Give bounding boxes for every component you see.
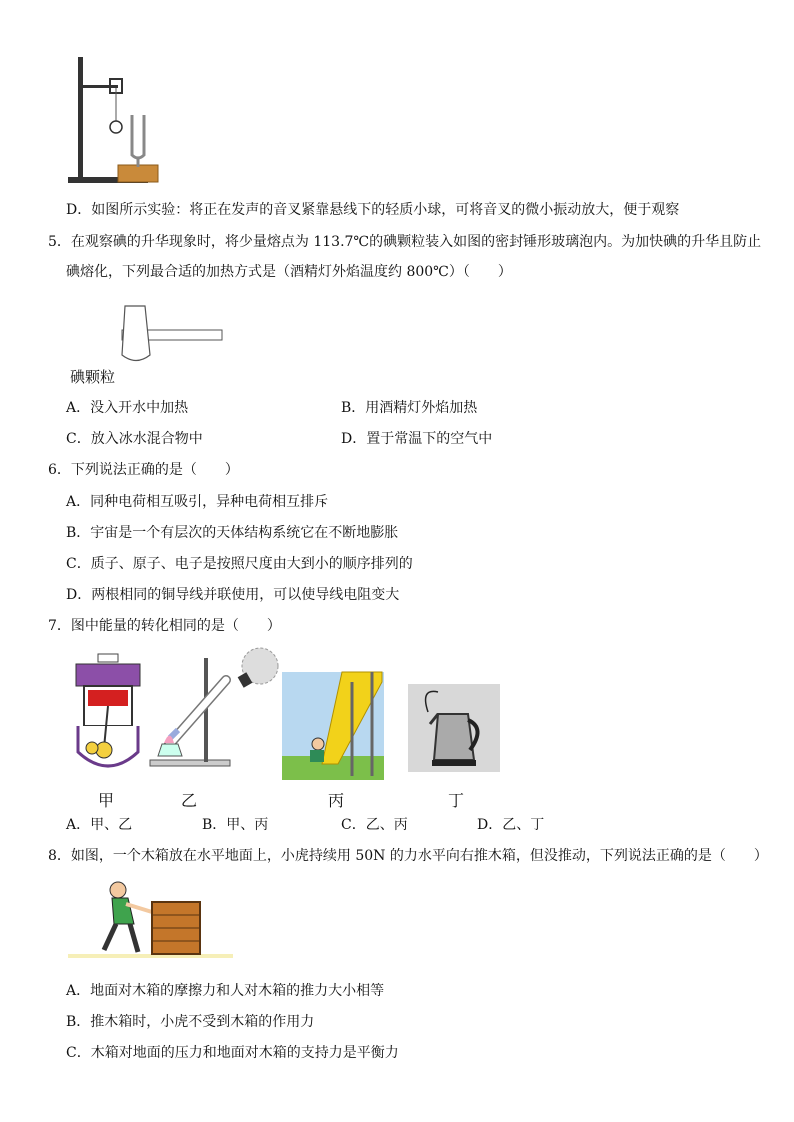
q5-option-d: D．置于常温下的空气中 <box>341 431 493 447</box>
q8-stem: 8．如图，一个木箱放在水平地面上，小虎持续用 50N 的力水平向右推木箱，但没推动，下列说法正确的是（ ） <box>48 848 768 864</box>
q8-option-c: C．木箱对地面的压力和地面对木箱的支持力是平衡力 <box>66 1045 399 1061</box>
kettle-figure <box>408 684 500 772</box>
q5-option-a: A．没入开水中加热 <box>66 400 189 416</box>
q4-option-d: D．如图所示实验：将正在发声的音叉紧靠悬线下的轻质小球，可将音叉的微小振动放大，便于观察 <box>66 202 680 218</box>
q8-option-b: B．推木箱时，小虎不受到木箱的作用力 <box>66 1014 315 1030</box>
q6-option-a: A．同种电荷相互吸引，异种电荷相互排斥 <box>66 494 329 510</box>
engine-figure <box>68 652 148 777</box>
figure-label-bing: 丙 <box>328 791 345 810</box>
q7-option-c: C．乙、丙 <box>341 817 408 833</box>
slide-figure <box>282 672 384 780</box>
q8-option-a: A．地面对木箱的摩擦力和人对木箱的推力大小相等 <box>66 983 385 999</box>
figure-label-ding: 丁 <box>448 791 465 810</box>
q7-option-b: B．甲、丙 <box>202 817 269 833</box>
q5-stem-line2: 碘熔化，下列最合适的加热方式是（酒精灯外焰温度约 800℃）（ ） <box>66 264 512 280</box>
q6-stem: 6．下列说法正确的是（ ） <box>48 462 239 478</box>
q6-option-c: C．质子、原子、电子是按照尺度由大到小的顺序排列的 <box>66 556 413 572</box>
push-box-figure <box>68 880 238 965</box>
figure-label-jia: 甲 <box>98 791 115 810</box>
figure-label-yi: 乙 <box>181 791 198 810</box>
q5-option-c: C．放入冰水混合物中 <box>66 431 203 447</box>
q6-option-d: D．两根相同的铜导线并联使用，可以使导线电阻变大 <box>66 587 400 603</box>
q5-option-b: B．用酒精灯外焰加热 <box>341 400 478 416</box>
q5-stem-line1: 5．在观察碘的升华现象时，将少量熔点为 113.7℃的碘颗粒装入如图的密封锤形玻璃泡内。为加快碘的升华且防止 <box>48 234 762 250</box>
iodine-figure-label: 碘颗粒 <box>70 368 116 386</box>
test-tube-figure <box>148 648 288 773</box>
iodine-bulb-figure <box>70 300 230 370</box>
q7-option-a: A．甲、乙 <box>66 817 133 833</box>
q7-option-d: D．乙、丁 <box>477 817 545 833</box>
q7-stem: 7．图中能量的转化相同的是（ ） <box>48 618 281 634</box>
tuning-fork-figure <box>66 55 166 190</box>
q6-option-b: B．宇宙是一个有层次的天体结构系统它在不断地膨胀 <box>66 525 399 541</box>
